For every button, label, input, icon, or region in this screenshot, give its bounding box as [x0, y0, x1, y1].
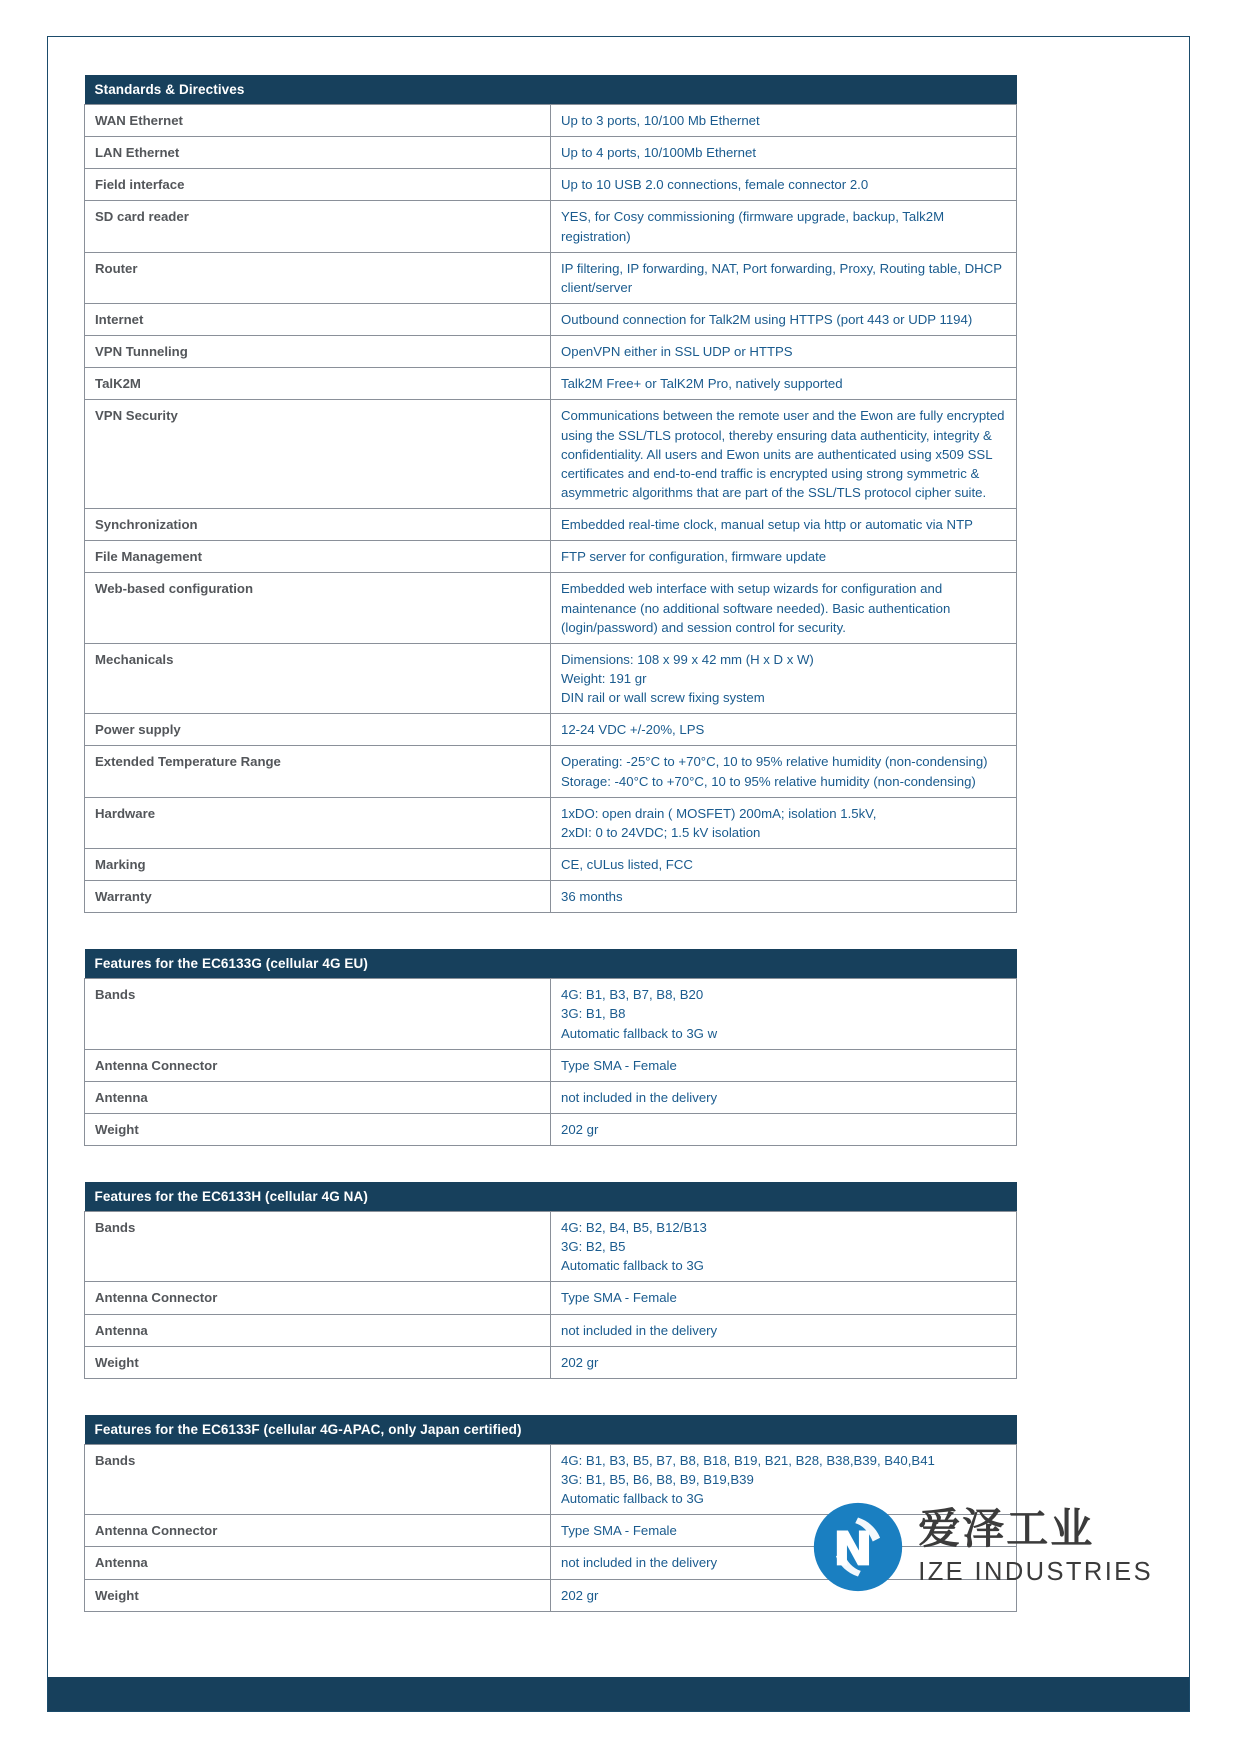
row-value-line: Storage: -40°C to +70°C, 10 to 95% relative humidity (non-condensing) [561, 773, 976, 789]
row-label: File Management [85, 541, 551, 573]
row-value-line: Up to 3 ports, 10/100 Mb Ethernet [561, 113, 760, 128]
row-label: Warranty [85, 881, 551, 913]
table-header-title: Standards & Directives [85, 75, 1017, 105]
table-row [85, 137, 1017, 169]
row-label: Hardware [85, 797, 551, 848]
row-value-line: Up to 4 ports, 10/100Mb Ethernet [561, 145, 756, 161]
table-row [85, 1282, 1017, 1314]
table-row [85, 509, 1017, 541]
row-value-line: 36 months [561, 889, 623, 905]
table-header-row [85, 75, 1017, 105]
row-label: Antenna [85, 1547, 551, 1579]
row-value [551, 714, 1017, 746]
row-label: Power supply [85, 714, 551, 746]
row-value [551, 1346, 1017, 1378]
row-label: Antenna [85, 1314, 551, 1346]
row-label: Antenna Connector [85, 1515, 551, 1547]
row-value-line: IP filtering, IP forwarding, NAT, Port forwarding, Proxy, Routing table, DHCP client/server [561, 260, 1002, 295]
ize-circular-logo-icon [812, 1501, 904, 1593]
row-value-line: 3G: B1, B8 [561, 1006, 626, 1022]
row-value-line: Talk2M Free+ or TalK2M Pro, natively supported [561, 376, 843, 392]
row-value-line: DIN rail or wall screw fixing system [561, 690, 765, 706]
table-header-title: Features for the EC6133H (cellular 4G NA) [85, 1182, 1017, 1212]
row-label: Web-based configuration [85, 573, 551, 643]
row-value-line: Type SMA - Female [561, 1523, 677, 1539]
table-spacer [84, 1379, 1153, 1415]
table-spacer [84, 1146, 1153, 1182]
row-value [551, 1314, 1017, 1346]
row-value [551, 1049, 1017, 1081]
table-row [85, 201, 1017, 252]
row-value-line: 12-24 VDC +/-20%, LPS [561, 722, 705, 738]
row-value-line: Dimensions: 108 x 99 x 42 mm (H x D x W) [561, 651, 814, 667]
spec-table [84, 1182, 1017, 1379]
table-row [85, 169, 1017, 201]
row-value-line: Operating: -25°C to +70°C, 10 to 95% relative humidity (non-condensing) [561, 754, 988, 770]
table-row [85, 1049, 1017, 1081]
row-value-line: not included in the delivery [561, 1555, 718, 1571]
table-row [85, 797, 1017, 848]
row-value-line: Embedded web interface with setup wizards for configuration and maintenance (no additional software needed). Basic authentication (login/password) and session control for security. [561, 581, 951, 635]
row-value-line: 4G: B1, B3, B5, B7, B8, B18, B19, B21, B28, B38,B39, B40,B41 [561, 1452, 935, 1468]
row-label: Weight [85, 1579, 551, 1611]
row-value [551, 509, 1017, 541]
row-value [551, 746, 1017, 797]
row-value-line: not included in the delivery [561, 1322, 718, 1338]
table-row [85, 714, 1017, 746]
row-label: LAN Ethernet [85, 137, 551, 169]
row-label: Weight [85, 1113, 551, 1145]
table-row [85, 979, 1017, 1049]
row-value-line: 3G: B1, B5, B6, B8, B9, B19,B39 [561, 1472, 754, 1488]
row-value-line: Communications between the remote user and the Ewon are fully encrypted using the SSL/TLS protocol, thereby ensuring data authenticity, integrity & confidentiality. All users and Ewon units are authenticated using x509 SSL certificates and end-to-end traffic is encrypted using strong symmetric & asymmetric algorithms that are part of the SSL/TLS protocol cipher suite. [561, 408, 1005, 500]
row-label: VPN Tunneling [85, 336, 551, 368]
row-value [551, 252, 1017, 303]
table-header-row [85, 949, 1017, 979]
logo-chinese-name: 爱泽工业 [918, 1504, 1095, 1554]
row-label: Bands [85, 1212, 551, 1282]
table-row [85, 1212, 1017, 1282]
row-value [551, 573, 1017, 643]
row-value [551, 1212, 1017, 1282]
table-header-row [85, 1182, 1017, 1212]
table-row [85, 848, 1017, 880]
row-value-line: 4G: B2, B4, B5, B12/B13 [561, 1220, 707, 1236]
row-label: Router [85, 252, 551, 303]
table-row [85, 643, 1017, 713]
row-value-line: 2xDI: 0 to 24VDC; 1.5 kV isolation [561, 824, 761, 840]
row-value-line: not included in the delivery [561, 1089, 718, 1105]
spec-tables-container [84, 75, 1153, 1612]
row-value-line: Weight: 191 gr [561, 670, 647, 686]
row-value-line: Automatic fallback to 3G [561, 1491, 704, 1507]
row-value [551, 400, 1017, 509]
spec-table [84, 75, 1017, 913]
row-label: SD card reader [85, 201, 551, 252]
row-label: Internet [85, 303, 551, 335]
table-header-title: Features for the EC6133F (cellular 4G-APAC, only Japan certified) [85, 1415, 1017, 1445]
row-value-line: OpenVPN either in SSL UDP or HTTPS [561, 344, 793, 360]
table-row [85, 541, 1017, 573]
row-value-line: FTP server for configuration, firmware update [561, 549, 827, 565]
row-value [551, 169, 1017, 201]
table-row [85, 1081, 1017, 1113]
table-row [85, 336, 1017, 368]
row-value [551, 643, 1017, 713]
table-row [85, 400, 1017, 509]
row-value [551, 303, 1017, 335]
row-value [551, 1081, 1017, 1113]
table-row [85, 746, 1017, 797]
table-row [85, 1346, 1017, 1378]
spec-table [84, 949, 1017, 1146]
table-header-title: Features for the EC6133G (cellular 4G EU) [85, 949, 1017, 979]
row-label: Antenna [85, 1081, 551, 1113]
row-label: WAN Ethernet [85, 105, 551, 137]
table-row [85, 573, 1017, 643]
row-label: Mechanicals [85, 643, 551, 713]
row-value [551, 848, 1017, 880]
row-value-line: 1xDO: open drain ( MOSFET) 200mA; isolation 1.5kV, [561, 805, 877, 821]
row-value [551, 368, 1017, 400]
table-row [85, 303, 1017, 335]
row-label: Weight [85, 1346, 551, 1378]
row-label: Bands [85, 1444, 551, 1514]
logo-wordmark [918, 1504, 1153, 1587]
row-value [551, 881, 1017, 913]
row-value [551, 137, 1017, 169]
row-label: Antenna Connector [85, 1282, 551, 1314]
row-value [551, 1113, 1017, 1145]
row-value-line: 202 gr [561, 1121, 599, 1137]
page-footer-bar [48, 1677, 1189, 1711]
row-label: TalK2M [85, 368, 551, 400]
row-value-line: Embedded real-time clock, manual setup via http or automatic via NTP [561, 517, 973, 533]
row-value [551, 336, 1017, 368]
row-value [551, 201, 1017, 252]
row-value-line: CE, cULus listed, FCC [561, 856, 693, 872]
row-value-line: Up to 10 USB 2.0 connections, female connector 2.0 [561, 177, 869, 193]
row-value-line: 4G: B1, B3, B7, B8, B20 [561, 987, 704, 1003]
row-value-line: Automatic fallback to 3G [561, 1258, 704, 1274]
page-content [48, 37, 1189, 1711]
row-label: Antenna Connector [85, 1049, 551, 1081]
row-value [551, 105, 1017, 137]
row-label: Synchronization [85, 509, 551, 541]
row-value-line: Type SMA - Female [561, 1057, 677, 1073]
row-value [551, 541, 1017, 573]
table-row [85, 1314, 1017, 1346]
row-label: Marking [85, 848, 551, 880]
row-value [551, 979, 1017, 1049]
company-logo [812, 1501, 1153, 1593]
row-value-line: 3G: B2, B5 [561, 1239, 626, 1255]
row-label: Field interface [85, 169, 551, 201]
row-value [551, 797, 1017, 848]
table-spacer [84, 913, 1153, 949]
row-value-line: 202 gr [561, 1587, 599, 1603]
table-row [85, 252, 1017, 303]
row-value-line: YES, for Cosy commissioning (firmware upgrade, backup, Talk2M registration) [561, 209, 945, 244]
row-value-line: 202 gr [561, 1354, 599, 1370]
table-row [85, 1113, 1017, 1145]
row-label: Extended Temperature Range [85, 746, 551, 797]
row-value-line: Automatic fallback to 3G w [561, 1025, 718, 1041]
row-value [551, 1282, 1017, 1314]
table-row [85, 368, 1017, 400]
row-value-line: Outbound connection for Talk2M using HTTPS (port 443 or UDP 1194) [561, 311, 973, 327]
row-label: VPN Security [85, 400, 551, 509]
row-value-line: Type SMA - Female [561, 1290, 677, 1306]
logo-english-name: IZE INDUSTRIES [918, 1558, 1153, 1587]
table-row [85, 881, 1017, 913]
table-header-row [85, 1415, 1017, 1445]
row-label: Bands [85, 979, 551, 1049]
table-row [85, 105, 1017, 137]
document-page [47, 36, 1190, 1712]
